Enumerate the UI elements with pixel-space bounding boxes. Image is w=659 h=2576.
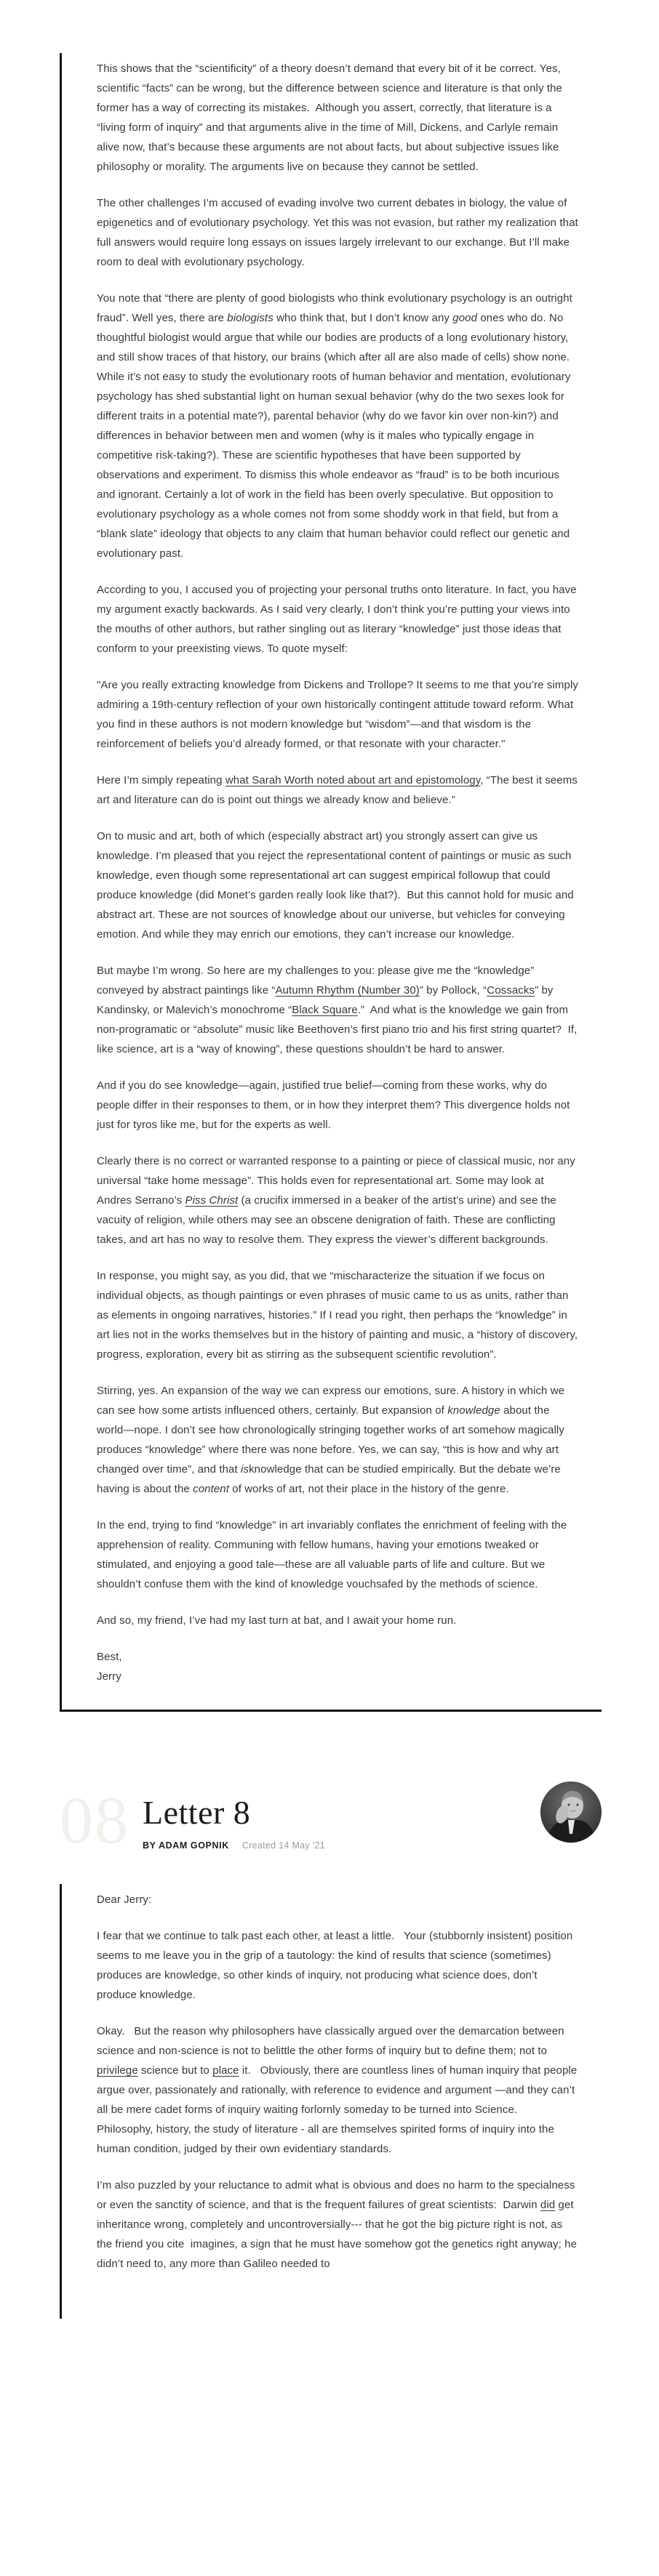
paragraph-text: Best, [97,1651,122,1663]
inline-link[interactable]: Piss Christ [185,1194,239,1207]
inline-link[interactable]: did [540,2199,556,2211]
emphasis-text: knowledge [447,1404,500,1417]
letter-paragraph [97,1890,578,1909]
letter-8-body [97,1890,578,2274]
paragraph-text: In the end, trying to find “knowledge” in art invariably conflates the enrichment of feeling with the apprehension of reality. Communing with fellow humans, having your emotions tweaked or stimulated, and enjoying a good tale—these are all valuable parts of life and culture. But we shouldn’t confuse them with the kind of knowledge vouchsafed by the methods of science. [97,1519,570,1590]
letter-paragraph [97,59,578,177]
paragraph-text: I fear that we continue to talk past each other, at least a little. Your (stubbornly insistent) position seems to me leave you in the grip of a tautology: the kind of results that science (sometimes) produces are knowledge, so other kinds of inquiry, not producing what science does, don’t produce knowledge. [97,1930,576,2001]
paragraph-text: But maybe I’m wrong. So here are my challenges to you: please give me the “knowledge” conveyed by abstract paintings like “ [97,965,538,997]
letter-paragraph [97,961,578,1059]
paragraph-text: Okay. But the reason why philosophers have classically argued over the demarcation between science and non-science is not to belittle the other forms of inquiry but to define them; not to [97,2025,567,2057]
letter-number-ghost: 08 [60,1783,129,1857]
letter-8-box [60,1884,602,2319]
paragraph-text: Stirring, yes. An expansion of the way we can express our emotions, sure. A history in which we can see how some artists influenced others, certainly. But expansion of [97,1385,568,1417]
letter-paragraph [97,2021,578,2159]
inline-link[interactable]: what Sarah Worth noted about art and epistomology [225,774,481,786]
paragraph-text: ” by Kandinsky, or Malevich’s monochrome “ [97,984,556,1016]
letter-paragraph [97,1516,578,1594]
paragraph-text: get inheritance wrong, completely and uncontroversially--- that he got the big picture right is not, as the friend you cite imagines, a sign that he must have somehow got the genetics right anyway; he didn’t need to, any more than Galileo needed to [97,2199,580,2270]
paragraph-text: According to you, I accused you of projecting your personal truths onto literature. In fact, you have my argument exactly backwards. As I said very clearly, I don’t think you’re putting your views into the mouths of other authors, but rather singling out as literary “knowledge” just those ideas that conform to your preexisting views. To quote myself: [97,584,580,655]
paragraph-text: it. Obviously, there are countless lines of human inquiry that people argue over, passionately and rationally, with reference to evidence and argument —and they can’t all be mere cadet forms of inquiry waiting forlornly someday to be turned into Science. Philosophy, history, the study of literature - all are themselves spirited forms of inquiry into the human condition, judged by their own evidentiary standards. [97,2064,580,2155]
letter-paragraph [97,193,582,272]
byline-row [143,1840,325,1851]
paragraph-text: Jerry [97,1670,121,1683]
emphasis-text: biologists [227,312,273,324]
paragraph-text: , “The best it seems art and literature can do is point out things we already know and believe.” [97,774,581,806]
bottom-whitespace [0,2319,659,2378]
letter-7-box [60,53,602,1712]
letter-paragraph [97,2175,578,2274]
paragraph-text: of works of art, not their place in the history of the genre. [229,1483,509,1495]
author-avatar[interactable] [540,1782,602,1843]
letter-title: Letter 8 [143,1794,251,1831]
paragraph-text: And so, my friend, I’ve had my last turn at bat, and I await your home run. [97,1614,457,1627]
page [0,53,659,2576]
paragraph-text: Dear Jerry: [97,1893,152,1906]
inline-link[interactable]: Cossacks [487,984,535,997]
inline-link[interactable]: Black Square [292,1004,358,1016]
paragraph-text: The other challenges I’m accused of evading involve two current debates in biology, the value of epigenetics and of evolutionary psychology. Yet this was not evasion, but rather my realization that full answers would require long essays on issues largely irrelevant to our exchange. But I’ll make room to deal with evolutionary psychology. [97,197,582,268]
letter-paragraph [97,1076,578,1135]
paragraph-text: I’m also puzzled by your reluctance to admit what is obvious and does no harm to the specialness or even the sanctity of science, and that is the frequent failures of great scientists: Darwin [97,2179,578,2211]
letter-paragraph [97,580,578,659]
paragraph-text: .” And what is the knowledge we gain from non-programatic or “absolute” music like Beethoven’s first piano trio and his first string quartet? If, like science, art is a “way of knowing”, these questions shouldn’t be hard to answer. [97,1004,580,1055]
letter-paragraph [97,675,582,754]
paragraph-text: On to music and art, both of which (especially abstract art) you strongly assert can give us knowledge. I’m pleased that you reject the representational content of paintings or music as such knowledge, even though some representational art can suggest empirical followup that could produce knowledge (did Monet’s garden really look like that?). But this cannot hold for music and abstract art. These are not sources of knowledge about our universe, but vehicles for conveying emotion. And while they may enrich our emotions, they can’t increase our knowledge. [97,830,578,941]
letter-paragraph [97,1266,581,1364]
letter-paragraph [97,1611,578,1630]
paragraph-text: "Are you really extracting knowledge from Dickens and Trollope? It seems to me that you’re simply admiring a 19th-century reflection of your own historically contingent attitude toward reform. What you find in these authors is not modern knowledge but “wisdom”—and that wisdom is the reinforcement of beliefs you’d already formed, or that resonate with your character." [97,679,582,750]
paragraph-text: And if you do see knowledge—again, justified true belief—coming from these works, why do people differ in their responses to them, or in how they interpret them? This divergence holds not just for tyros like me, but for the experts as well. [97,1079,573,1131]
emphasis-text: content [193,1483,229,1495]
inline-link[interactable]: privilege [97,2064,138,2077]
author-portrait-image [540,1782,602,1843]
letter-paragraph [97,289,578,563]
letter-7-body [97,59,582,1686]
letter-title-block [143,1786,325,1851]
paragraph-text: In response, you might say, as you did, that we “mischaracterize the situation if we focus on individual objects, as though paintings or even phrases of music came to us as units, rather than as elements in ongoing narratives, histories.” If I read you right, then perhaps the “knowledge” in art lies not in the works themselves but in the history of painting and music, a “history of discovery, progress, exploration, every bit as stirring as the subsequent scientific revolution”. [97,1270,581,1361]
inline-link[interactable]: Autumn Rhythm (Number 30) [275,984,420,997]
inline-link[interactable]: place [212,2064,239,2077]
created-date: Created 14 May '21 [241,1840,325,1851]
letter-paragraph [97,1926,578,2005]
paragraph-text: This shows that the “scientificity” of a theory doesn’t demand that every bit of it be correct. Yes, scientific “facts” can be wrong, but the difference between science and literature is that only the former has a way of correcting its mistakes. Although you assert, correctly, that literature is a “living form of inquiry” and that arguments alive in the time of Mill, Dickens, and Carlyle remain alive now, that’s because these arguments are not about facts, but about subjective issues like philosophy or morality. The arguments live on because they cannot be settled. [97,63,566,173]
letter-paragraph [97,1151,578,1249]
paragraph-text: science but to [137,2064,213,2077]
emphasis-text: good [452,312,478,324]
paragraph-text: about the world—nope. I don’t see how chronologically stringing together works of art somehow magically produces “knowledge” where there was none before. Yes, we can say, “this is how and why art changed over time”, and that [97,1404,568,1476]
emphasis-text: is [241,1463,249,1476]
paragraph-text: You note that “there are plenty of good biologists who think evolutionary psychology is an outright fraud”. Well yes, there are [97,292,576,324]
paragraph-text: Here I’m simply repeating [97,774,225,786]
letter-paragraph [97,1647,578,1686]
paragraph-text: (a crucifix immersed in a beaker of the artist’s urine) and see the vacuity of religion, while others may see an obscene denigration of faith. These are conflicting takes, and art has no way to resolve them. They express the viewer’s different backgrounds. [97,1194,560,1246]
paragraph-text: ones who do. No thoughtful biologist would argue that while our bodies are products of a long evolutionary history, and still show traces of that history, our brains (which after all are also made of cells) show none. While it’s not easy to study the evolutionary roots of human behavior and mentation, evolutionary psychology has shed substantial light on human sexual behavior (why do the two sexes look for different traits in a potential mate?), parental behavior (why do we favor kin over non-kin?) and differences in behavior between men and women (why is it males who typically engage in competitive risk-taking?). These are scientific hypotheses that have been supported by observations and experiment. To dismiss this whole endeavor as “fraud” is to be both incurious and ignorant. Certainly a lot of work in the field has been overly speculative. But opposition to evolutionary psychology as a whole comes not from some shoddy work in that field, but from a “blank slate” ideology that objects to any claim that human behavior could reflect our genetic and evolutionary past. [97,312,574,560]
letter-paragraph [97,826,578,944]
letter-8-header [60,1783,602,1857]
letter-paragraph [97,1381,578,1499]
byline-author[interactable]: BY ADAM GOPNIK [143,1840,229,1851]
letter-paragraph [97,770,581,810]
paragraph-text: knowledge that can be studied empirically. But the debate we’re having is about the [97,1463,564,1495]
paragraph-text: Clearly there is no correct or warranted response to a painting or piece of classical music, nor any universal “take home message”. This holds even for representational art. Some may look at Andres Serrano’s [97,1155,579,1207]
paragraph-text: who think that, but I don’t know any [273,312,453,324]
paragraph-text: ” by Pollock, “ [419,984,487,997]
